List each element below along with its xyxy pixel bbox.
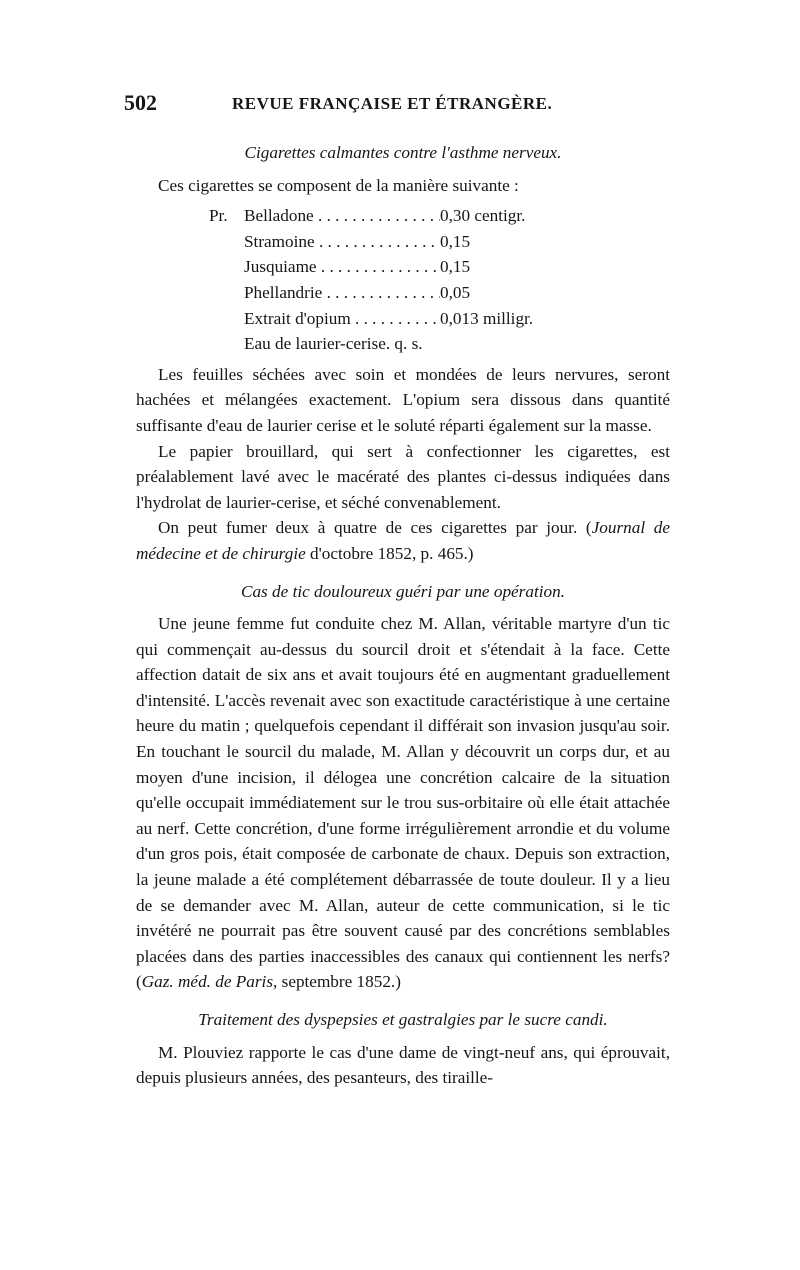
page-header [124,90,684,120]
citation-title: Gaz. méd. de Paris [141,972,274,992]
recipe-item-name: Extrait d'opium . . . [244,306,440,332]
citation-rest: d'octobre 1852, p. 465.) [305,543,474,563]
body-paragraph [136,611,670,995]
recipe-intro: Ces cigarettes se composent de la manière suivante : [158,175,519,195]
running-head: REVUE FRANÇAISE ET ÉTRANGÈRE. [232,94,553,113]
recipe-item-name: Jusquiame . . . [244,254,440,280]
recipe-item [209,280,670,306]
recipe-item-quantity: 0,15 [440,231,471,251]
body-paragraph: M. Plouviez rapporte le cas d'une dame de vingt-neuf ans, qui éprouvait, depuis plusieurs années, des pesanteurs, des tiraille- [136,1042,670,1088]
recipe-item-name: Phellandrie . . . [244,280,440,306]
recipe-item-name: Belladone . . . [244,203,440,229]
recipe-item-quantity: 0,013 milligr. [440,308,534,328]
page-number: 502 [124,90,157,115]
recipe-last-line: Eau de laurier-cerise. q. s. [244,334,423,354]
recipe-item-quantity: 0,05 [440,282,471,302]
citation-rest: , septembre 1852.) [273,972,401,992]
recipe-item [209,306,670,332]
recipe-item-quantity: 0,15 [440,257,471,277]
citation-title: Journal de médecine et de chirurgie [136,518,670,563]
recipe-list [209,203,670,357]
recipe-item [209,203,670,229]
body-paragraph: Les feuilles séchées avec soin et mondées de leurs nervures, seront hachées et mélangées exactement. L'opium sera dissous dans quantité suffisante d'eau de laurier cerise et le soluté réparti également sur la masse. [136,364,670,435]
section-heading-dyspepsies: Traitement des dyspepsies et gastralgies par le sucre candi. [198,1010,608,1029]
section-heading-cigarettes: Cigarettes calmantes contre l'asthme nerveux. [244,143,562,162]
paragraph-text: Une jeune femme fut conduite chez M. Allan, véritable martyre d'un tic qui commençait au-dessus du sourcil droit et s'étendait à la face. Cette affection datait de six ans et avait toujours été en augmentant graduellement d'intensité. L'accès revenait avec son exactitude caractéristique à une certaine heure du matin ; quelquefois cependant il différait son invasion jusqu'au soir. En touchant le sourcil du malade, M. Allan y découvrit un corps dur, et au moyen d'une incision, il délogea une concrétion calcaire de la situation qu'elle occupait immédiatement sur le trou sus-orbitaire où elle était attachée au nerf. Cette concrétion, d'une forme irrégulièrement arrondie et du volume d'un gros pois, était composée de carbonate de chaux. Depuis son extraction, la jeune malade a été complétement débarrassée de toute douleur. Il y a lieu de se demander avec M. Allan, auteur de cette communication, si le tic invétéré ne pourrait pas être souvent causé par des concrétions semblables placées dans des parties inaccessibles des canaux qui contiennent les nerfs? ( [136,614,670,992]
page-content [136,140,670,1091]
recipe-prefix: Pr. [209,206,228,226]
paragraph-text: On peut fumer deux à quatre de ces cigarettes par jour. ( [158,518,592,538]
body-paragraph: Le papier brouillard, qui sert à confectionner les cigarettes, est préalablement lavé avec le macératé des plantes ci-dessus indiquées dans l'hydrolat de laurier-cerise, et séché convenablement. [136,441,670,512]
recipe-item-quantity: 0,30 centigr. [440,206,526,226]
recipe-item [209,254,670,280]
recipe-item-name: Stramoine . . . [244,229,440,255]
recipe-item [209,229,670,255]
section-heading-tic: Cas de tic douloureux guéri par une opération. [241,581,565,601]
body-paragraph [136,515,670,566]
